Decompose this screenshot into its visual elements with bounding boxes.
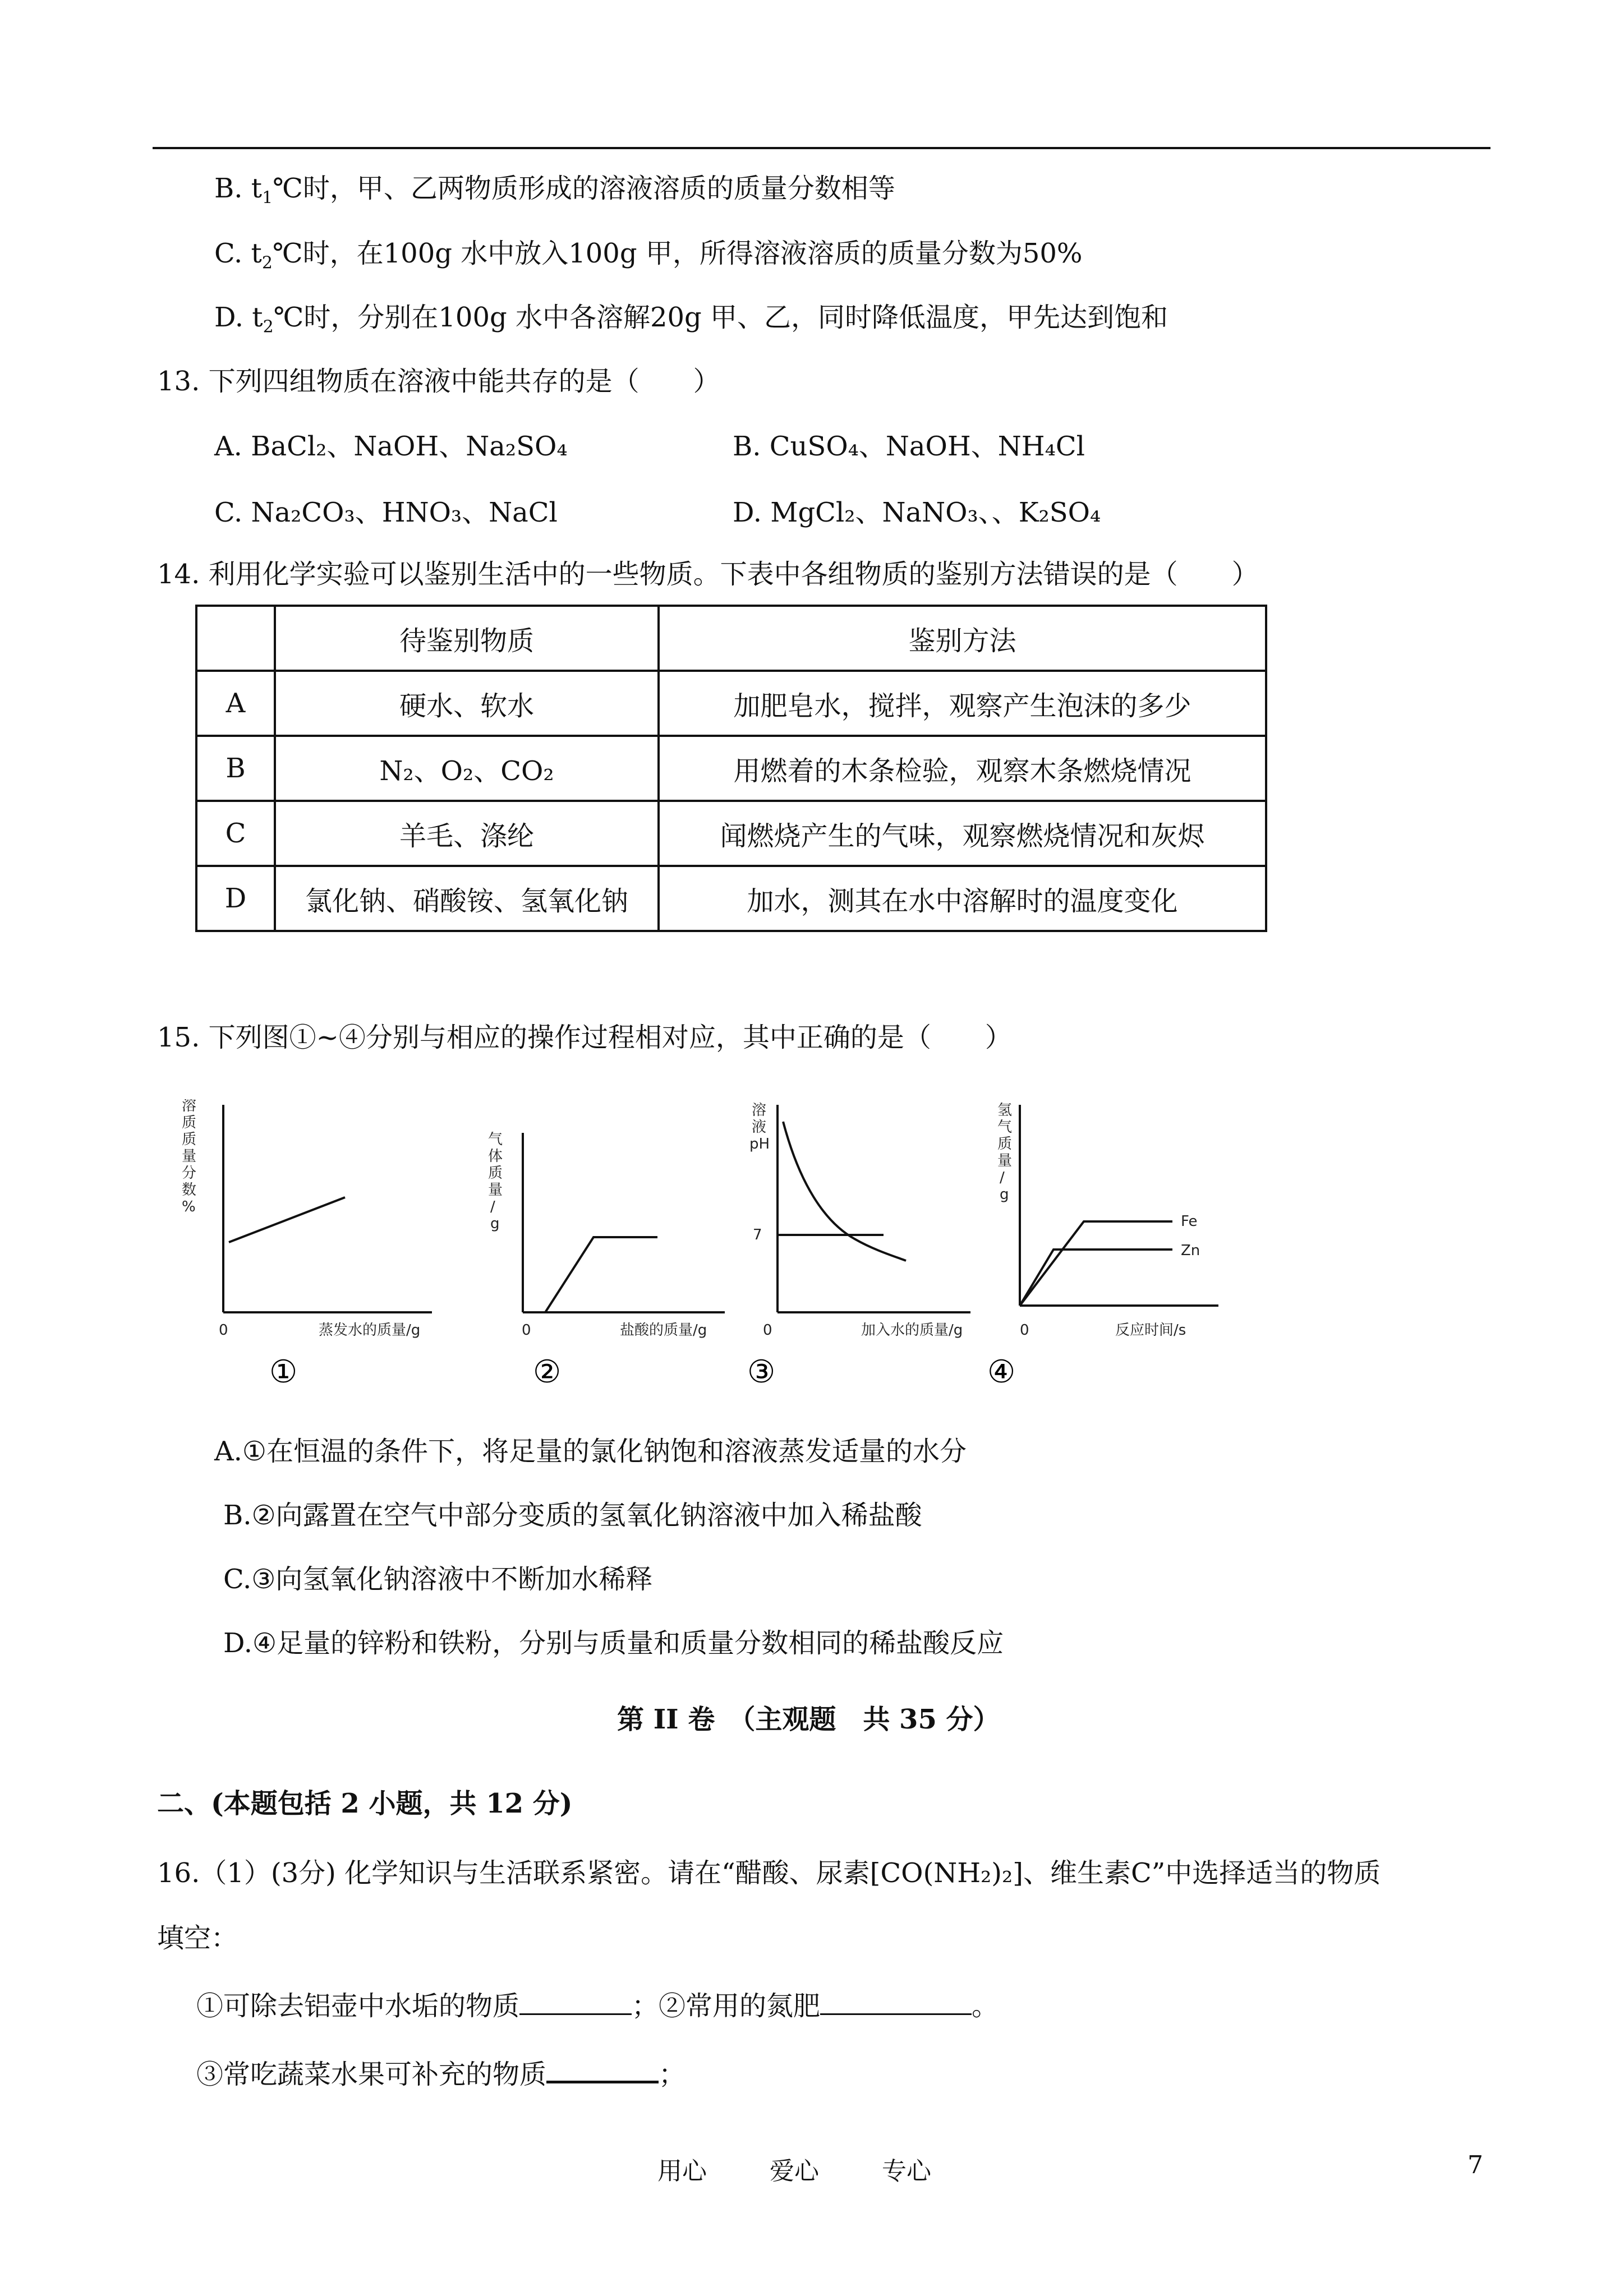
- graph-4-fe-line: [1020, 1221, 1172, 1306]
- q15-option-b: B.②向露置在空气中部分变质的氢氧化钠溶液中加入稀盐酸: [223, 1500, 922, 1531]
- q13-option-c: C. Na₂CO₃、HNO₃、NaCl: [214, 497, 558, 528]
- table-row: [196, 736, 1266, 801]
- graph-4-ylabel: g: [1000, 1186, 1009, 1203]
- q16-prompt-1: ①可除去铝壶中水垢的物质: [196, 1990, 520, 2022]
- graph-1-ylabel: 溶: [182, 1099, 197, 1114]
- graph-2-ylabel: 量: [488, 1182, 503, 1198]
- graph-1-ylabel: 分: [182, 1165, 197, 1182]
- q16-prompt-2: ；②常用的氮肥: [632, 1990, 821, 2022]
- footer-word: 用心: [657, 2157, 707, 2186]
- graph-2-ylabel: 气: [488, 1131, 503, 1148]
- graph-1-ylabel: %: [182, 1198, 196, 1215]
- table-header-cell: 待鉴别物质: [275, 606, 659, 671]
- q12-option-c: C. $t_2℃$时，在100g 水中放入100g 甲，所得溶液溶质的质量分数为50%: [214, 238, 1083, 273]
- q12-option-b: B. $t_1℃$时，甲、乙两物质形成的溶液溶质的质量分数相等: [214, 173, 895, 208]
- graph-1: [174, 1099, 454, 1393]
- table-header-row: [196, 606, 1266, 671]
- graph-1-origin: 0: [219, 1322, 228, 1339]
- graph-1-ylabel: 数: [182, 1182, 197, 1198]
- graph-4-ylabel: 氢: [997, 1102, 1013, 1119]
- q13-option-d: D. MgCl₂、NaNO₃、、K₂SO₄: [733, 497, 1101, 528]
- answer-blank-2[interactable]: [820, 1989, 972, 2015]
- graph-3-ylabel: pH: [749, 1136, 770, 1152]
- answer-blank-1[interactable]: [519, 1989, 632, 2015]
- graph-3-origin: 0: [763, 1322, 772, 1339]
- q16-prompt-3: ③常吃蔬菜水果可补充的物质: [196, 2059, 547, 2090]
- table-cell: A: [196, 671, 275, 736]
- section-title: 第 II 卷 （主观题 共 35 分）: [617, 1704, 1000, 1735]
- q16-line2: 填空：: [157, 1922, 238, 1954]
- q15-option-c: C.③向氢氧化钠溶液中不断加水稀释: [223, 1564, 653, 1595]
- graph-4-ylabel: /: [1000, 1169, 1005, 1186]
- table-cell: B: [196, 736, 275, 801]
- graph-4-ylabel: 量: [997, 1152, 1013, 1169]
- footer-word: 专心: [882, 2157, 931, 2186]
- graph-3-xlabel: 加入水的质量/g: [861, 1322, 963, 1339]
- q15-option-a: A.①在恒温的条件下，将足量的氯化钠饱和溶液蒸发适量的水分: [214, 1436, 967, 1467]
- q13-stem: 13. 下列四组物质在溶液中能共存的是（ ）: [157, 366, 720, 397]
- table-cell: 闻燃烧产生的气味，观察燃烧情况和灰烬: [659, 801, 1266, 866]
- footer-word: 爱心: [770, 2157, 819, 2186]
- q16-part3: [196, 2056, 686, 2091]
- table-header-cell: [196, 606, 275, 671]
- graph-4-ylabel: 质: [997, 1136, 1013, 1152]
- graph-2-ylabel: 质: [488, 1165, 503, 1182]
- graph-3-number: ③: [747, 1354, 776, 1390]
- graph-4-zn-line: [1020, 1250, 1172, 1306]
- table-cell: 硬水、软水: [275, 671, 659, 736]
- table-cell: 加肥皂水，搅拌，观察产生泡沫的多少: [659, 671, 1266, 736]
- q16-part1: [196, 1989, 999, 2023]
- graph-2: [482, 1099, 740, 1393]
- table-cell: D: [196, 866, 275, 931]
- table-row: [196, 671, 1266, 736]
- table-cell: C: [196, 801, 275, 866]
- q15-stem: 15. 下列图①~④分别与相应的操作过程相对应，其中正确的是（ ）: [157, 1022, 1012, 1053]
- graph-4-ylabel: 气: [997, 1119, 1013, 1136]
- graph-3: [746, 1099, 982, 1393]
- graph-2-number: ②: [533, 1354, 562, 1390]
- header-rule: [153, 147, 1490, 149]
- graph-4-legend-fe: Fe: [1181, 1213, 1198, 1230]
- graph-4: [987, 1099, 1234, 1393]
- q12-option-d: D. $t_2℃$时，分别在100g 水中各溶解20g 甲、乙，同时降低温度，甲先达到饱和: [214, 302, 1168, 337]
- graph-2-curve: [545, 1237, 657, 1312]
- graph-3-curve: [783, 1122, 906, 1261]
- graph-2-xlabel: 盐酸的质量/g: [620, 1322, 707, 1339]
- table-cell: N₂、O₂、CO₂: [275, 736, 659, 801]
- graph-3-ylabel: 溶: [752, 1102, 767, 1119]
- graph-4-legend-zn: Zn: [1181, 1242, 1200, 1259]
- page-number: 7: [1467, 2151, 1483, 2179]
- q13-option-b: B. CuSO₄、NaOH、NH₄Cl: [733, 431, 1085, 462]
- graph-3-tick-7: 7: [753, 1227, 762, 1243]
- graph-4-xlabel: 反应时间/s: [1115, 1322, 1186, 1339]
- table-row: [196, 866, 1266, 931]
- table-cell: 用燃着的木条检验，观察木条燃烧情况: [659, 736, 1266, 801]
- graph-1-ylabel: 质: [182, 1131, 197, 1148]
- graph-4-origin: 0: [1020, 1322, 1029, 1339]
- q16-line1: 16.（1）(3分) 化学知识与生活联系紧密。请在“醋酸、尿素[CO(NH₂)₂]、维生素C”中选择适当的物质: [157, 1857, 1381, 1889]
- q16-end-3: ；: [659, 2059, 686, 2090]
- graph-1-number: ①: [269, 1354, 298, 1390]
- table-header-cell: 鉴别方法: [659, 606, 1266, 671]
- graph-1-ylabel: 量: [182, 1148, 197, 1165]
- graph-1-curve: [229, 1197, 345, 1242]
- table-cell: 羊毛、涤纶: [275, 801, 659, 866]
- graph-2-origin: 0: [522, 1322, 531, 1339]
- q14-table: [195, 605, 1267, 932]
- graph-4-number: ④: [987, 1354, 1016, 1390]
- graph-3-ylabel: 液: [752, 1119, 767, 1136]
- answer-blank-3[interactable]: [546, 2056, 659, 2083]
- graph-2-ylabel: g: [490, 1215, 500, 1232]
- table-cell: 氯化钠、硝酸铵、氢氧化钠: [275, 866, 659, 931]
- q16-end: 。: [972, 1990, 999, 2022]
- table-cell: 加水，测其在水中溶解时的温度变化: [659, 866, 1266, 931]
- graph-1-xlabel: 蒸发水的质量/g: [319, 1322, 421, 1339]
- q13-option-a: A. BaCl₂、NaOH、Na₂SO₄: [214, 431, 568, 462]
- graph-1-ylabel: 质: [182, 1114, 197, 1131]
- graph-2-ylabel: 体: [488, 1148, 503, 1165]
- graph-2-ylabel: /: [490, 1198, 495, 1215]
- section-heading: 二、(本题包括 2 小题，共 12 分): [157, 1788, 573, 1819]
- table-row: [196, 801, 1266, 866]
- q15-option-d: D.④足量的锌粉和铁粉，分别与质量和质量分数相同的稀盐酸反应: [223, 1628, 1004, 1659]
- q14-stem: 14. 利用化学实验可以鉴别生活中的一些物质。下表中各组物质的鉴别方法错误的是（ ）: [157, 559, 1259, 590]
